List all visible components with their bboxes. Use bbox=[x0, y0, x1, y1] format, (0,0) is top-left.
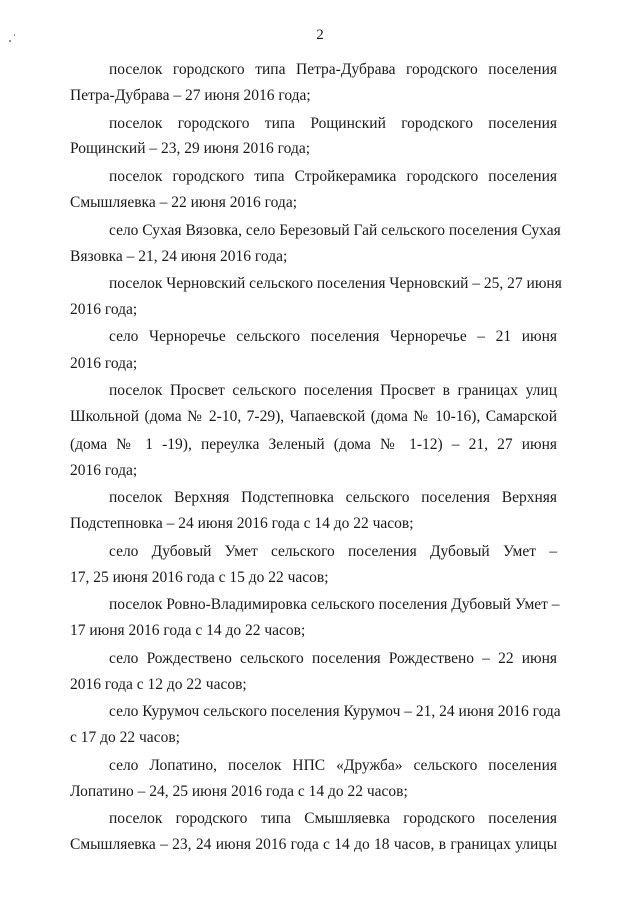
page-number: 2 bbox=[316, 27, 324, 43]
paragraph-line: Лопатино – 24, 25 июня 2016 года с 14 до 22 часов; bbox=[70, 783, 408, 800]
paragraph-line: поселок городского типа Рощинский городского поселения bbox=[109, 115, 557, 132]
paragraph-line: село Черноречье сельского поселения Черноречье – 21 июня bbox=[109, 328, 557, 345]
paragraph-line: Подстепновка – 24 июня 2016 года с 14 до 22 часов; bbox=[70, 515, 414, 532]
paragraph-line: село Лопатино, поселок НПС «Дружба» сельского поселения bbox=[109, 757, 557, 774]
paragraph-line: Вязовка – 21, 24 июня 2016 года; bbox=[70, 248, 288, 265]
paragraph-line: поселок Ровно-Владимировка сельского поселения Дубовый Умет – bbox=[109, 596, 560, 613]
paragraph-line: Школьной (дома № 2-10, 7-29), Чапаевской (дома № 10-16), Самарской bbox=[70, 408, 557, 425]
paragraph-line: поселок городского типа Петра-Дубрава городского поселения bbox=[109, 61, 557, 78]
paragraph-line: Рощинский – 23, 29 июня 2016 года; bbox=[70, 140, 311, 157]
paragraph-line: поселок Черновский сельского поселения Черновский – 25, 27 июня bbox=[109, 275, 562, 292]
paragraph-line: село Дубовый Умет сельского поселения Дубовый Умет – bbox=[109, 543, 557, 560]
paragraph-line: 2016 года; bbox=[70, 462, 138, 479]
paragraph-line: 2016 года; bbox=[70, 355, 138, 372]
paragraph-line: 17 июня 2016 года с 14 до 22 часов; bbox=[70, 622, 306, 639]
paragraph-line: поселок городского типа Смышляевка городского поселения bbox=[109, 810, 557, 827]
paragraph-line: 2016 года с 12 до 22 часов; bbox=[70, 676, 247, 693]
paragraph-line: поселок городского типа Стройкерамика городского поселения bbox=[109, 168, 557, 185]
paragraph-line: поселок Просвет сельского поселения Просвет в границах улиц bbox=[109, 382, 557, 399]
paragraph-line: село Курумоч сельского поселения Курумоч – 21, 24 июня 2016 года bbox=[109, 703, 561, 720]
paragraph-line: 2016 года; bbox=[70, 301, 138, 318]
paragraph-line: 17, 25 июня 2016 года с 15 до 22 часов; bbox=[70, 569, 329, 586]
paragraph-line: Петра-Дубрава – 27 июня 2016 года; bbox=[70, 87, 311, 104]
paragraph-line: (дома № 1 -19), переулка Зеленый (дома № 1-12) – 21, 27 июня bbox=[70, 436, 557, 453]
paragraph-line: поселок Верхняя Подстепновка сельского поселения Верхняя bbox=[109, 489, 557, 506]
paragraph-line: село Рождествено сельского поселения Рождествено – 22 июня bbox=[109, 650, 557, 667]
paragraph-line: Смышляевка – 22 июня 2016 года; bbox=[70, 194, 298, 211]
paragraph-line: Смышляевка – 23, 24 июня 2016 года с 14 до 18 часов, в границах улицы bbox=[70, 836, 557, 853]
paragraph-line: село Сухая Вязовка, село Березовый Гай сельского поселения Сухая bbox=[109, 222, 561, 239]
paragraph-line: с 17 до 22 часов; bbox=[70, 729, 180, 746]
